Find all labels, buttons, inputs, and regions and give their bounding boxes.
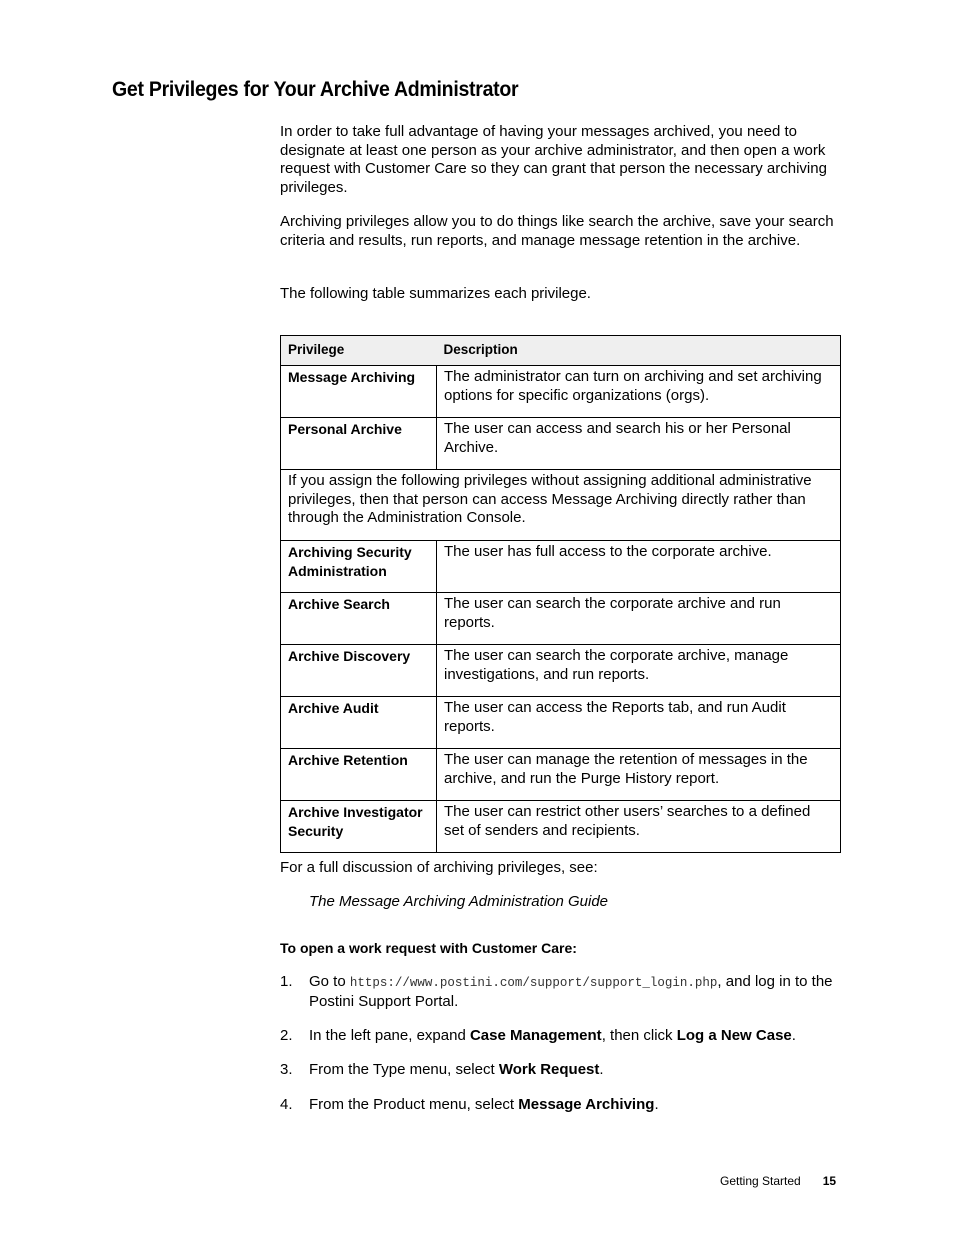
intro-paragraph-1: In order to take full advantage of having your messages archived, you need to designate at least one person as your archive administrator, and then open a work request with Customer Care so they can grant that person the necessary archiving privileges.	[280, 123, 827, 197]
table-row	[281, 418, 841, 470]
list-item	[280, 1061, 840, 1080]
table-row	[281, 801, 841, 853]
step-text: , and log in to the Postini Support Portal.	[309, 973, 833, 1010]
privilege-description: The administrator can turn on archiving and set archiving options for specific organizations (orgs).	[437, 366, 841, 418]
ui-term: Log a New Case	[676, 1027, 792, 1045]
privilege-name: Archive Retention	[281, 749, 437, 801]
privilege-name: Message Archiving	[281, 366, 437, 418]
ui-term: Case Management	[469, 1027, 602, 1045]
column-header-privilege: Privilege	[281, 336, 437, 366]
intro-paragraph-3: The following table summarizes each privilege.	[280, 285, 591, 302]
privileges-table	[280, 335, 841, 853]
list-item	[280, 1027, 840, 1046]
step-text: .	[654, 1095, 659, 1113]
privilege-description: The user can search the corporate archive, manage investigations, and run reports.	[437, 645, 841, 697]
privilege-description: The user can search the corporate archive and run reports.	[437, 593, 841, 645]
table-row	[281, 593, 841, 645]
privilege-description: The user can manage the retention of messages in the archive, and run the Purge History report.	[437, 749, 841, 801]
table-row	[281, 749, 841, 801]
privilege-name: Archive Search	[281, 593, 437, 645]
footer-section: Getting Started	[720, 1174, 801, 1188]
table-row	[281, 366, 841, 418]
procedure-steps	[280, 973, 840, 1115]
page-number: 15	[822, 1174, 837, 1188]
step-number: 4.	[280, 1095, 293, 1113]
table-header-row	[281, 336, 841, 366]
support-url-link[interactable]: https://www.postini.com/support/support_login.php	[349, 976, 718, 990]
intro-paragraph-2: Archiving privileges allow you to do things like search the archive, save your search criteria and results, run reports, and manage message retention in the archive.	[280, 213, 834, 249]
privilege-name: Archiving Security Administration	[281, 541, 437, 593]
privilege-name: Archive Discovery	[281, 645, 437, 697]
step-text: From the Type menu, select	[309, 1061, 499, 1079]
table-row	[281, 645, 841, 697]
step-text: From the Product menu, select	[309, 1095, 519, 1113]
privilege-description: The user can restrict other users’ searches to a defined set of senders and recipients.	[437, 801, 841, 853]
privilege-description: The user can access the Reports tab, and run Audit reports.	[437, 697, 841, 749]
step-number: 2.	[280, 1027, 293, 1045]
column-header-description: Description	[437, 336, 841, 366]
privilege-name: Archive Audit	[281, 697, 437, 749]
step-text: , then click	[601, 1027, 677, 1045]
page-footer	[720, 1174, 836, 1188]
page-title: Get Privileges for Your Archive Administrator	[112, 78, 519, 101]
table-row	[281, 697, 841, 749]
step-number: 3.	[280, 1061, 293, 1079]
ui-term: Message Archiving	[518, 1095, 655, 1113]
procedure-heading: To open a work request with Customer Care:	[280, 940, 577, 956]
privilege-name: Personal Archive	[281, 418, 437, 470]
step-text: .	[599, 1061, 604, 1079]
privilege-description: The user can access and search his or her Personal Archive.	[437, 418, 841, 470]
step-text: .	[791, 1027, 796, 1045]
discussion-paragraph: For a full discussion of archiving privileges, see:	[280, 859, 598, 876]
step-number: 1.	[280, 973, 293, 990]
guide-title: The Message Archiving Administration Guide	[309, 893, 609, 910]
table-note-row	[281, 470, 841, 541]
step-text: Go to	[309, 973, 350, 990]
privilege-name: Archive Investigator Security	[281, 801, 437, 853]
list-item	[280, 973, 840, 1011]
table-row	[281, 541, 841, 593]
privilege-description: The user has full access to the corporate archive.	[437, 541, 841, 593]
table-note: If you assign the following privileges without assigning additional administrative privileges, then that person can access Message Archiving directly rather than through the Administration Console.	[281, 470, 841, 541]
step-text: In the left pane, expand	[309, 1027, 470, 1045]
ui-term: Work Request	[498, 1061, 600, 1079]
list-item	[280, 1096, 840, 1115]
